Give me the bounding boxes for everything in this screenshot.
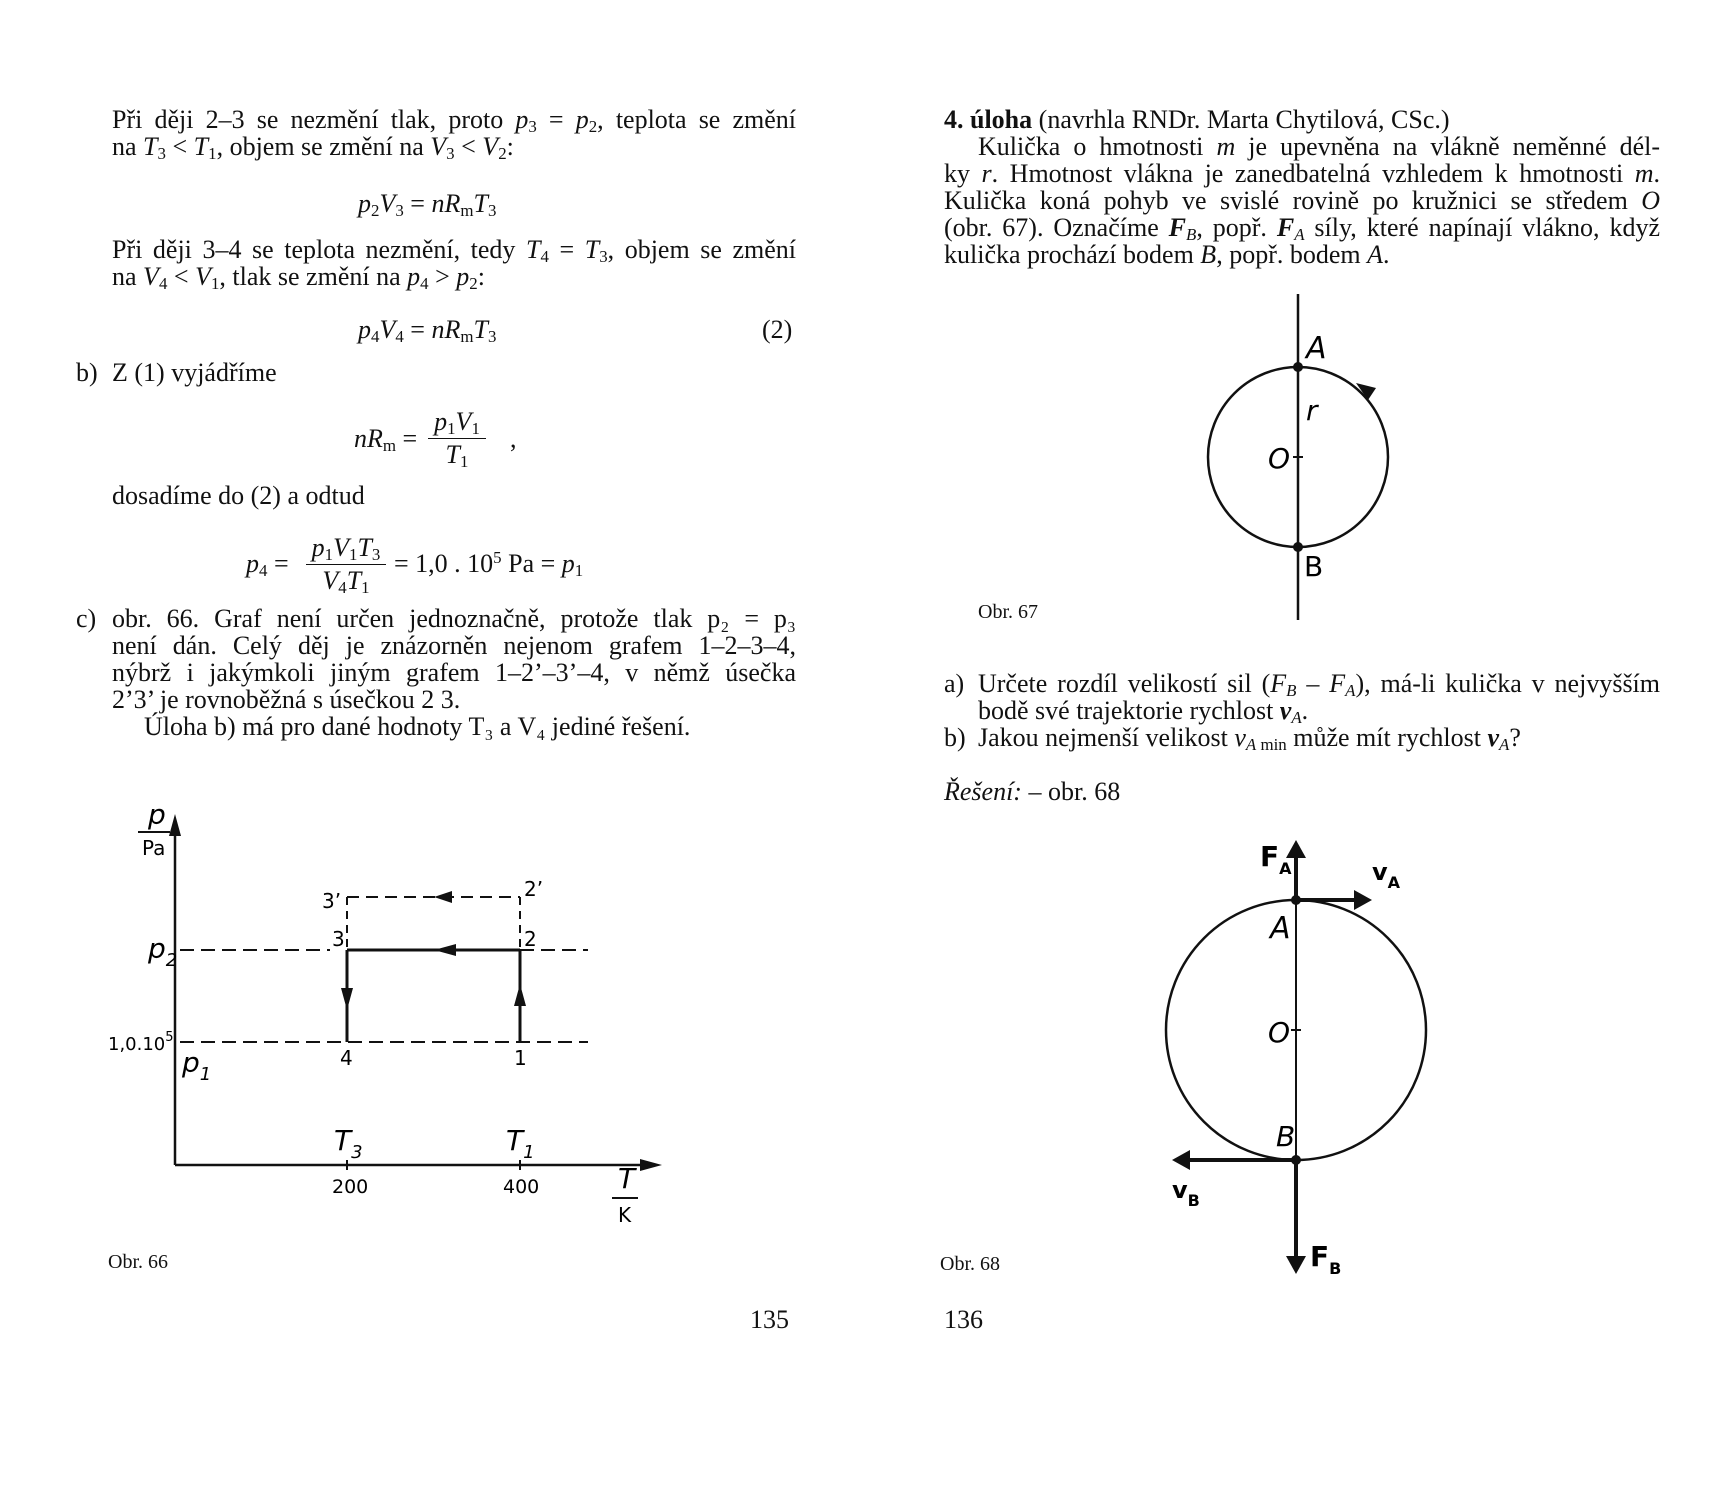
paragraph-line: kulička prochází bodem B, popř. bodem A. bbox=[944, 240, 1390, 269]
page-number-right: 136 bbox=[944, 1305, 983, 1334]
paragraph-line: obr. 66. Graf není určen jednoznačně, protože tlak p₂ = p₃ bbox=[112, 604, 796, 633]
solution-heading: Řešení: – obr. 68 bbox=[944, 777, 1121, 806]
label-A: A bbox=[1306, 331, 1327, 366]
label-A: A bbox=[1270, 911, 1291, 946]
y-axis-label-p: p bbox=[148, 800, 166, 831]
label-B: B bbox=[1304, 550, 1324, 583]
paragraph-line: nýbrž i jakýmkoli jiným grafem 1–2’–3’–4, v němž úsečka bbox=[112, 658, 796, 687]
process-1-2-arrow bbox=[514, 984, 526, 1006]
label-FA: $F_A$ bbox=[1260, 840, 1292, 878]
graph-66 bbox=[100, 800, 800, 1240]
paragraph-line: Kulička o hmotnosti m je upevněna na vlákně neměnné dél- bbox=[978, 132, 1660, 161]
equation-1: $p_2V_3 = nR_mT_3$ bbox=[358, 189, 497, 220]
process-2-3-arrow bbox=[434, 944, 456, 956]
equation-4-rhs: = 1,0 . $10^5$ $Pa = p_1$ bbox=[394, 548, 584, 580]
figure-caption-67: Obr. 67 bbox=[978, 601, 1038, 623]
equation-4-fraction: $p_1V_1T_3$ $V_4T_1$ bbox=[306, 534, 386, 595]
point-label-3prime: 3’ bbox=[322, 889, 342, 913]
paragraph-line: není dán. Celý děj je znázorněn nejenom grafem 1–2–3–4, bbox=[112, 631, 796, 660]
paragraph-line: Při ději 2–3 se nezmění tlak, proto $p_3 = p_2$, teplota se změní bbox=[112, 105, 797, 136]
T1-label: $T_1$ bbox=[506, 1124, 535, 1163]
force-FB-head bbox=[1286, 1256, 1306, 1274]
question-a-line: Určete rozdíl velikostí sil $(F_B - F_A)$, má-li kulička v nejvyšším bbox=[978, 669, 1661, 700]
p1-value: 1,0.10$^5$ bbox=[108, 1030, 174, 1055]
x-axis-arrow bbox=[640, 1159, 662, 1171]
question-b-line: Jakou nejmenší velikost $v_{A min}$ může mít rychlost $v_A$? bbox=[978, 723, 1521, 754]
label-vA: $v_A$ bbox=[1372, 858, 1401, 892]
T3-label: $T_3$ bbox=[334, 1124, 363, 1163]
question-a-line: bodě své trajektorie rychlost $v_A$. bbox=[978, 696, 1309, 727]
label-vB: $v_B$ bbox=[1172, 1176, 1200, 1210]
point-label-4: 4 bbox=[340, 1046, 353, 1070]
paragraph-line: Při ději 3–4 se teplota nezmění, tedy $T_4 = T_3$, objem se změní bbox=[112, 235, 796, 266]
paragraph-line: Úloha b) má pro dané hodnoty T₃ a V₄ jediné řešení. bbox=[144, 712, 691, 741]
y-axis-label-pa: Pa bbox=[142, 836, 166, 860]
y-axis-arrow bbox=[169, 814, 181, 836]
label-B: B bbox=[1276, 1120, 1296, 1153]
item-label-b: b) bbox=[76, 358, 98, 387]
paragraph-line: na $T_3 < T_1$, objem se změní na $V_3 < V_2$: bbox=[112, 132, 514, 163]
point-B-dot bbox=[1293, 542, 1303, 552]
figure-67 bbox=[1170, 290, 1430, 620]
task-heading: 4. úloha (navrhla RNDr. Marta Chytilová, CSc.) bbox=[944, 105, 1450, 134]
p2-label: $p_2$ bbox=[148, 932, 178, 971]
equation-3-lhs: $nR_m$ = bbox=[354, 424, 418, 455]
question-a-label: a) bbox=[944, 669, 965, 698]
process-3-4-arrow bbox=[341, 988, 353, 1010]
equation-3-fraction: $p_1V_1$ $T_1$ bbox=[428, 408, 486, 469]
equation-3-comma: , bbox=[510, 424, 517, 453]
x-tick-label-400: 400 bbox=[503, 1176, 540, 1198]
point-A-dot bbox=[1291, 895, 1301, 905]
paragraph-line: na $V_4 < V_1$, tlak se změní na $p_4 > p_2$: bbox=[112, 262, 485, 293]
figure-caption-66: Obr. 66 bbox=[108, 1251, 168, 1273]
paragraph-line: 2’3’ je rovnoběžná s úsečkou 2 3. bbox=[112, 685, 461, 714]
equation-number: (2) bbox=[762, 315, 793, 344]
item-b-text: Z (1) vyjádříme bbox=[112, 358, 277, 387]
x-tick-label-200: 200 bbox=[332, 1176, 369, 1198]
page-number-left: 135 bbox=[750, 1305, 789, 1334]
label-r: r bbox=[1306, 394, 1318, 427]
question-b-label: b) bbox=[944, 723, 966, 752]
equation-4-lhs: $p_4$ = bbox=[246, 549, 289, 580]
figure-caption-68: Obr. 68 bbox=[940, 1253, 1000, 1275]
label-O: O bbox=[1268, 1016, 1291, 1049]
point-A-dot bbox=[1293, 362, 1303, 372]
figure-68 bbox=[1110, 820, 1490, 1280]
point-B-dot bbox=[1291, 1155, 1301, 1165]
paragraph-line: (obr. 67). Označíme $F_B$, popř. $F_A$ síly, které napínají vlákno, když bbox=[944, 213, 1660, 244]
label-FB: $F_B$ bbox=[1310, 1240, 1342, 1278]
x-axis-label-t: T bbox=[618, 1162, 636, 1195]
paragraph-line: Kulička koná pohyb ve svislé rovině po kružnici se středem O bbox=[944, 186, 1660, 215]
force-FA-head bbox=[1286, 840, 1306, 858]
item-label-c: c) bbox=[76, 604, 97, 633]
point-label-2: 2 bbox=[524, 927, 537, 951]
point-label-3: 3 bbox=[332, 927, 345, 951]
x-axis-label-k: K bbox=[618, 1203, 632, 1227]
equation-2: $p_4V_4 = nR_mT_3$ bbox=[358, 315, 497, 346]
velocity-vA-head bbox=[1354, 890, 1372, 910]
dosadime-text: dosadíme do (2) a odtud bbox=[112, 481, 365, 510]
paragraph-line: ky r. Hmotnost vlákna je zanedbatelná vzhledem k hmotnosti m. bbox=[944, 159, 1661, 188]
dashed-top-arrow bbox=[434, 891, 452, 903]
label-O: O bbox=[1268, 442, 1291, 475]
point-label-1: 1 bbox=[514, 1046, 527, 1070]
velocity-vB-head bbox=[1172, 1150, 1190, 1170]
p1-label: $p_1$ bbox=[182, 1046, 212, 1085]
point-label-2prime: 2’ bbox=[524, 877, 544, 901]
